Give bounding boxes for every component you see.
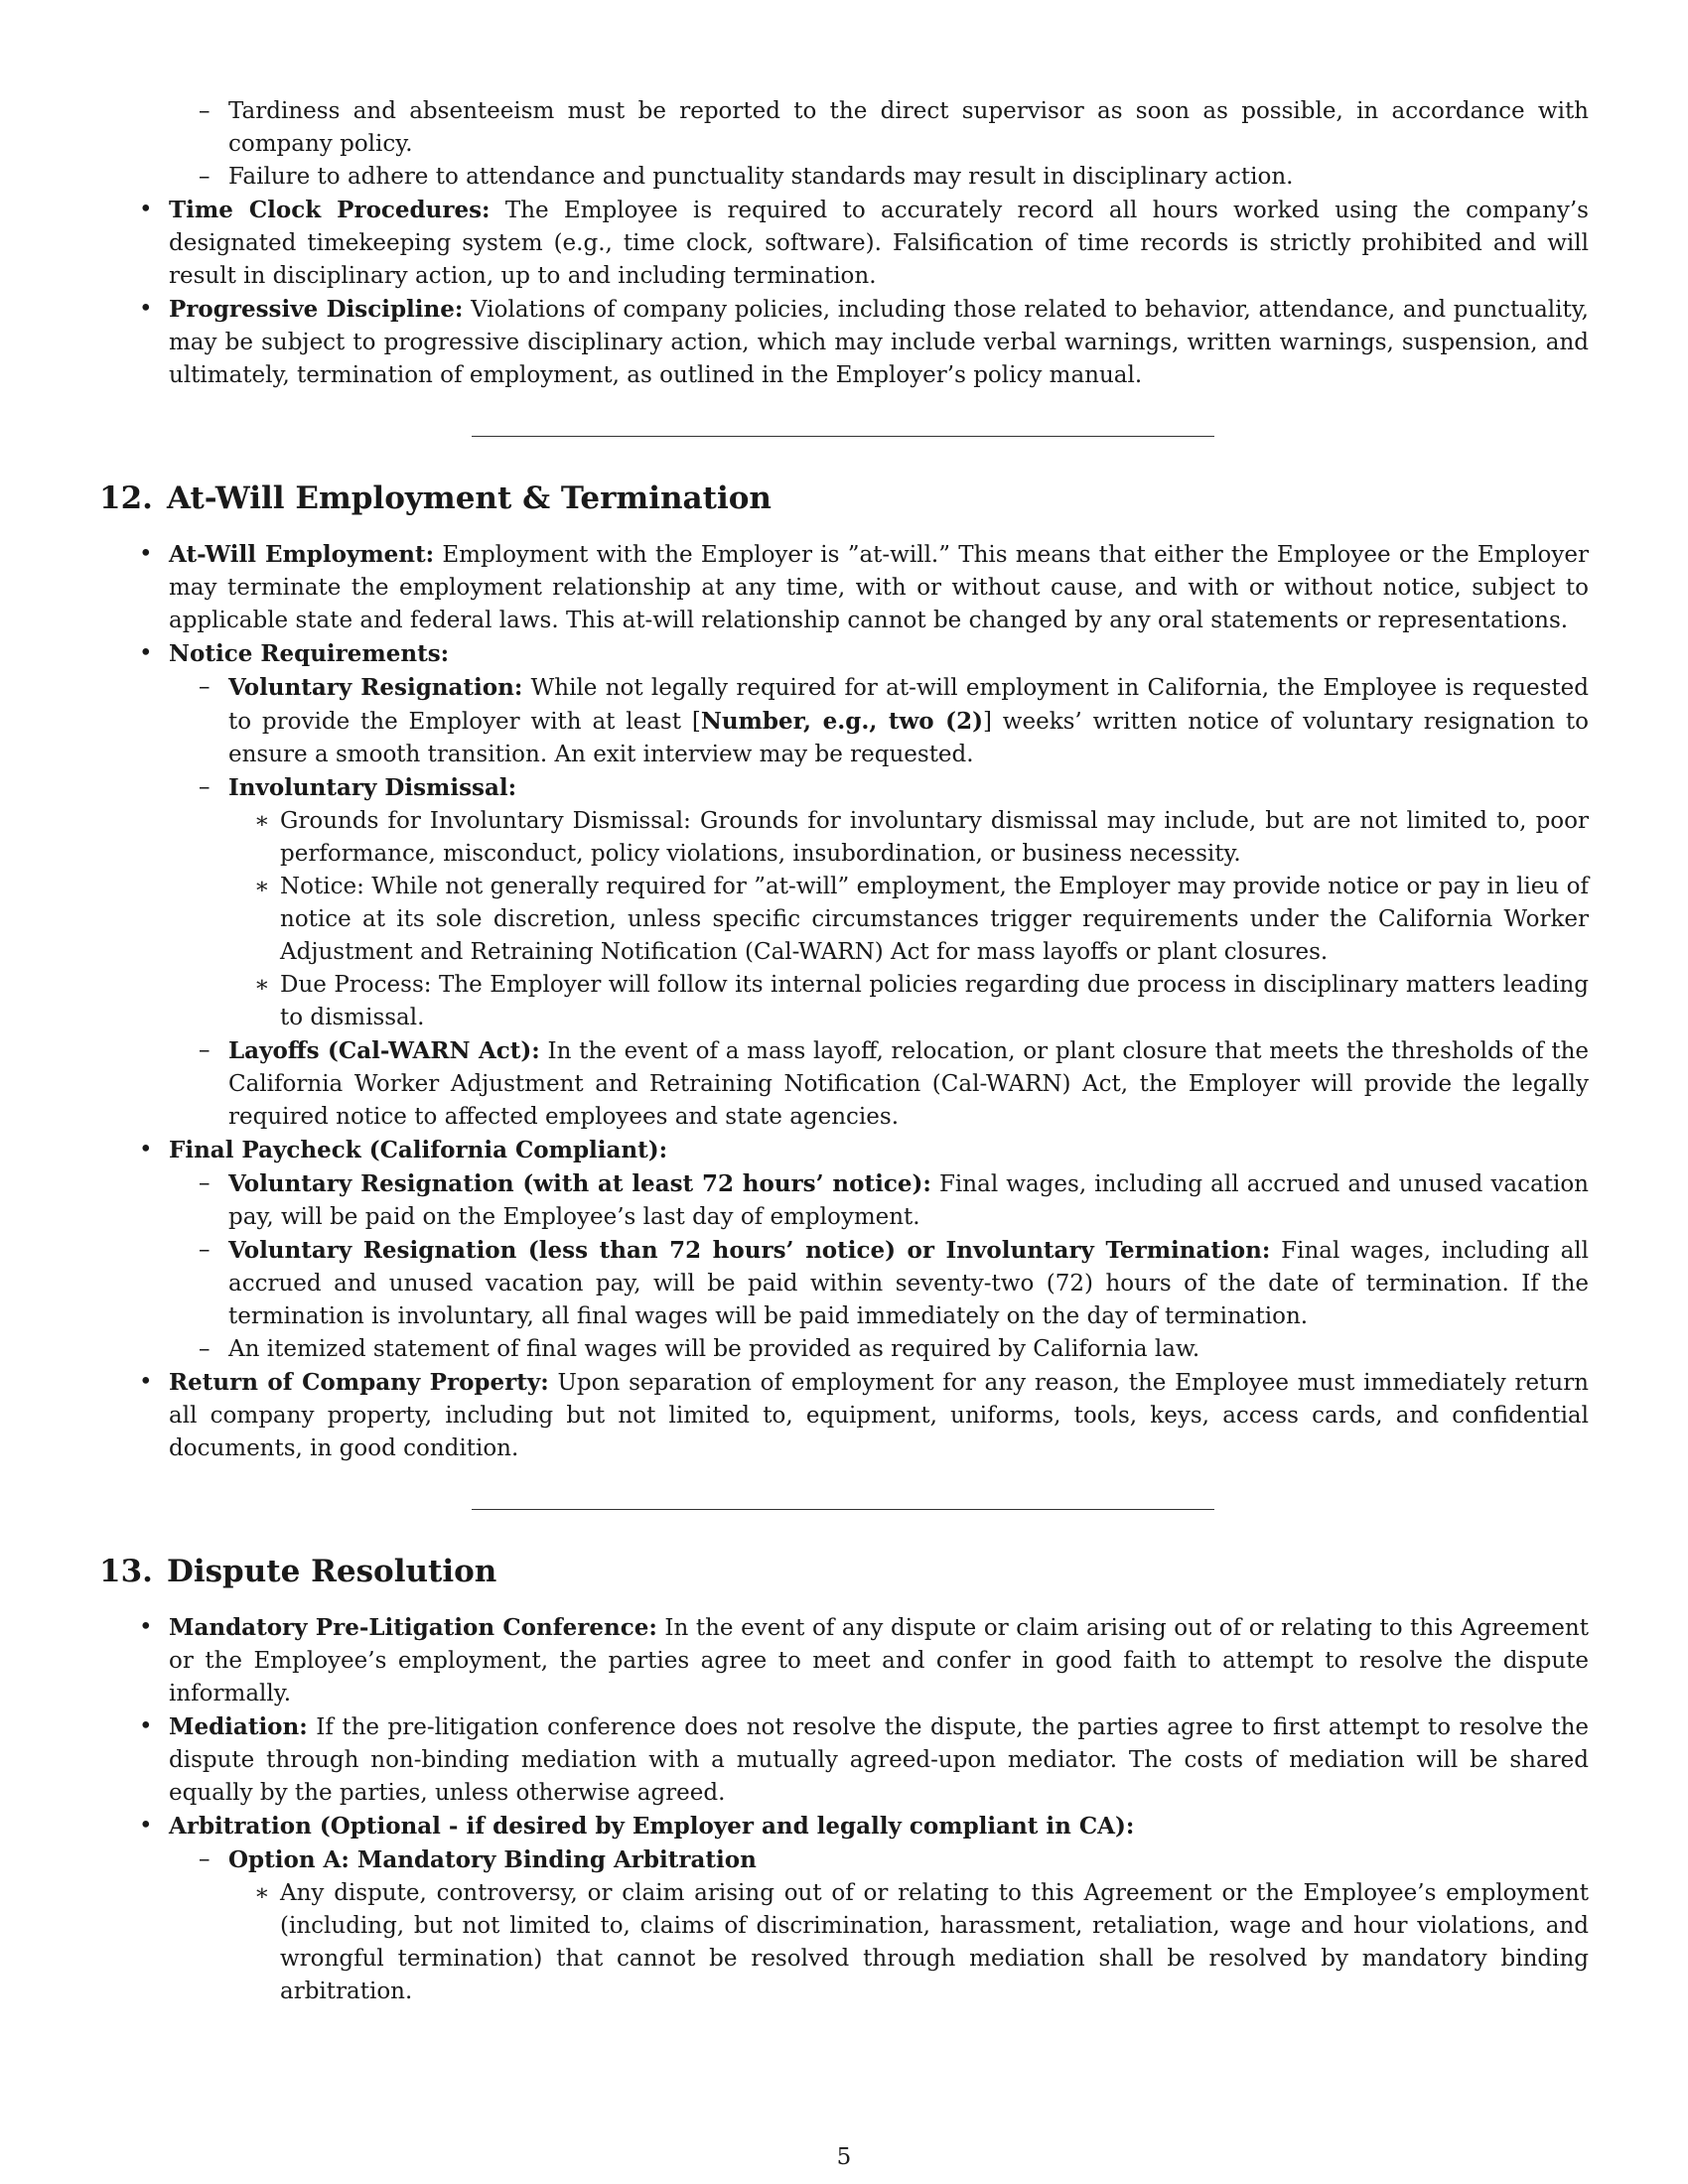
section-divider [472, 1509, 1214, 1510]
list-item-pre-litigation: • Mandatory Pre-Litigation Conference: In the event of any dispute or claim arising out of or relating to this Agreement or the Employee’s employment, the parties agree to meet and confer in good faith to attempt to resolve the dispute informally. [99, 1611, 1589, 1710]
list-item-notice-requirements: • Notice Requirements: – Voluntary Resignation: While not legally required for at-will employment in California, the Employee is requested to provide the Employer with at least [Number, e.g., two (2)] weeks’ written notice of voluntary resignation to ensure a smooth transition. An exit interview may be requested. – Involuntary Dismissal: ∗ Grounds for Involuntary Dismissal: Grounds for involuntary dismissal may include, but are not limited to, poor performance, misconduct, policy violations, insubordination, or business necessity. ∗ Notice: While not generally required for ”at-will” employment, the Employer may provide notice or pay in lieu of notice at its sole discretion, unless specific circumstances trigger requirements under the California Worker Adjustment and Retraining Notification (Cal-WARN) Act for mass layoffs or plant closures. ∗ Due Process: The Employer will follow its internal policies regarding due process in disciplinary matters leading to dismissal. – Layoffs (Cal-WARN Act): In the event of a mass layoff, relocation, or plant closure that meets the thresholds of the California Worker Adjustment and Retraining Notification (Cal-WARN) Act, the Employer will provide the legally required notice to affected employees and state agencies. [99, 637, 1589, 1134]
list-item: – Voluntary Resignation (less than 72 hours’ notice) or Involuntary Termination: Final wages, including all accrued and unused vacation pay, will be paid within seventy-two (72) hours of the date of termination. If the termination is involuntary, all final wages will be paid immediately on the day of termination. [169, 1234, 1589, 1333]
arbitration-sub-list [169, 1843, 1589, 2008]
section12-list [99, 538, 1589, 1465]
list-item: – Failure to adhere to attendance and punctuality standards may result in disciplinary action. [99, 161, 1589, 194]
list-item: ∗ Grounds for Involuntary Dismissal: Grounds for involuntary dismissal may include, but are not limited to, poor performance, misconduct, policy violations, insubordination, or business necessity. [228, 805, 1589, 871]
list-item: ∗ Any dispute, controversy, or claim arising out of or relating to this Agreement or the Employee’s employment (including, but not limited to, claims of discrimination, harassment, retaliation, wage and hour violations, and wrongful termination) that cannot be resolved through mediation shall be resolved by mandatory binding arbitration. [228, 1877, 1589, 2008]
list-item-option-a: – Option A: Mandatory Binding Arbitration ∗ Any dispute, controversy, or claim arising out of or relating to this Agreement or the Employee’s employment (including, but not limited to, claims of discrimination, harassment, retaliation, wage and hour violations, and wrongful termination) that cannot be resolved through mediation shall be resolved by mandatory binding arbitration. [169, 1843, 1589, 2008]
list-item-voluntary-resignation: – Voluntary Resignation: While not legally required for at-will employment in California, the Employee is requested to provide the Employer with at least [Number, e.g., two (2)] weeks’ written notice of voluntary resignation to ensure a smooth transition. An exit interview may be requested. [169, 671, 1589, 771]
list-item: – Tardiness and absenteeism must be reported to the direct supervisor as soon as possible, in accordance with company policy. [99, 95, 1589, 161]
section-heading-12: 12. At-Will Employment & Termination [99, 480, 772, 516]
section13-list [99, 1611, 1589, 2008]
page-number: 5 [836, 2144, 852, 2170]
notice-sub-list [169, 671, 1589, 1134]
option-a-sub-list [228, 1877, 1589, 2008]
list-item-time-clock: • Time Clock Procedures: The Employee is required to accurately record all hours worked using the company’s designated timekeeping system (e.g., time clock, software). Falsification of time records is strictly prohibited and will result in disciplinary action, up to and including termination. [99, 194, 1589, 293]
list-item: ∗ Notice: While not generally required for ”at-will” employment, the Employer may provide notice or pay in lieu of notice at its sole discretion, unless specific circumstances trigger requirements under the California Worker Adjustment and Retraining Notification (Cal-WARN) Act for mass layoffs or plant closures. [228, 871, 1589, 969]
list-item-return-property: • Return of Company Property: Upon separation of employment for any reason, the Employee must immediately return all company property, including but not limited to, equipment, uniforms, tools, keys, access cards, and confidential documents, in good condition. [99, 1366, 1589, 1465]
list-item-involuntary-dismissal: – Involuntary Dismissal: ∗ Grounds for Involuntary Dismissal: Grounds for involuntary dismissal may include, but are not limited to, poor performance, misconduct, policy violations, insubordination, or business necessity. ∗ Notice: While not generally required for ”at-will” employment, the Employer may provide notice or pay in lieu of notice at its sole discretion, unless specific circumstances trigger requirements under the California Worker Adjustment and Retraining Notification (Cal-WARN) Act for mass layoffs or plant closures. ∗ Due Process: The Employer will follow its internal policies regarding due process in disciplinary matters leading to dismissal. [169, 771, 1589, 1034]
list-item-at-will: • At-Will Employment: Employment with the Employer is ”at-will.” This means that either the Employee or the Employer may terminate the employment relationship at any time, with or without cause, and with or without notice, subject to applicable state and federal laws. This at-will relationship cannot be changed by any oral statements or representations. [99, 538, 1589, 637]
continued-sub-list [99, 95, 1589, 194]
document-page [99, 95, 1589, 2008]
list-item-arbitration: • Arbitration (Optional - if desired by Employer and legally compliant in CA): – Option A: Mandatory Binding Arbitration ∗ Any dispute, controversy, or claim arising out of or relating to this Agreement or the Employee’s employment (including, but not limited to, claims of discrimination, harassment, retaliation, wage and hour violations, and wrongful termination) that cannot be resolved through mediation shall be resolved by mandatory binding arbitration. [99, 1810, 1589, 2008]
list-item-progressive-discipline: • Progressive Discipline: Violations of company policies, including those related to behavior, attendance, and punctuality, may be subject to progressive disciplinary action, which may include verbal warnings, written warnings, suspension, and ultimately, termination of employment, as outlined in the Employer’s policy manual. [99, 293, 1589, 392]
list-item-mediation: • Mediation: If the pre-litigation conference does not resolve the dispute, the parties agree to first attempt to resolve the dispute through non-binding mediation with a mutually agreed-upon mediator. The costs of mediation will be shared equally by the parties, unless otherwise agreed. [99, 1710, 1589, 1810]
list-item-final-paycheck: • Final Paycheck (California Compliant): – Voluntary Resignation (with at least 72 hours’ notice): Final wages, including all accrued and unused vacation pay, will be paid on the Employee’s last day of employment. – Voluntary Resignation (less than 72 hours’ notice) or Involuntary Termination: Final wages, including all accrued and unused vacation pay, will be paid within seventy-two (72) hours of the date of termination. If the termination is involuntary, all final wages will be paid immediately on the day of termination. – An itemized statement of final wages will be provided as required by California law. [99, 1134, 1589, 1366]
list-item-layoffs: – Layoffs (Cal-WARN Act): In the event of a mass layoff, relocation, or plant closure that meets the thresholds of the California Worker Adjustment and Retraining Notification (Cal-WARN) Act, the Employer will provide the legally required notice to affected employees and state agencies. [169, 1034, 1589, 1134]
list-item: – An itemized statement of final wages will be provided as required by California law. [169, 1333, 1589, 1366]
section-heading-13: 13. Dispute Resolution [99, 1554, 497, 1589]
final-paycheck-sub-list [169, 1167, 1589, 1366]
list-item: – Voluntary Resignation (with at least 72 hours’ notice): Final wages, including all accrued and unused vacation pay, will be paid on the Employee’s last day of employment. [169, 1167, 1589, 1234]
list-item: ∗ Due Process: The Employer will follow its internal policies regarding due process in disciplinary matters leading to dismissal. [228, 969, 1589, 1034]
section-divider [472, 436, 1214, 437]
section11-tail-list [99, 194, 1589, 392]
involuntary-sub-list [228, 805, 1589, 1034]
